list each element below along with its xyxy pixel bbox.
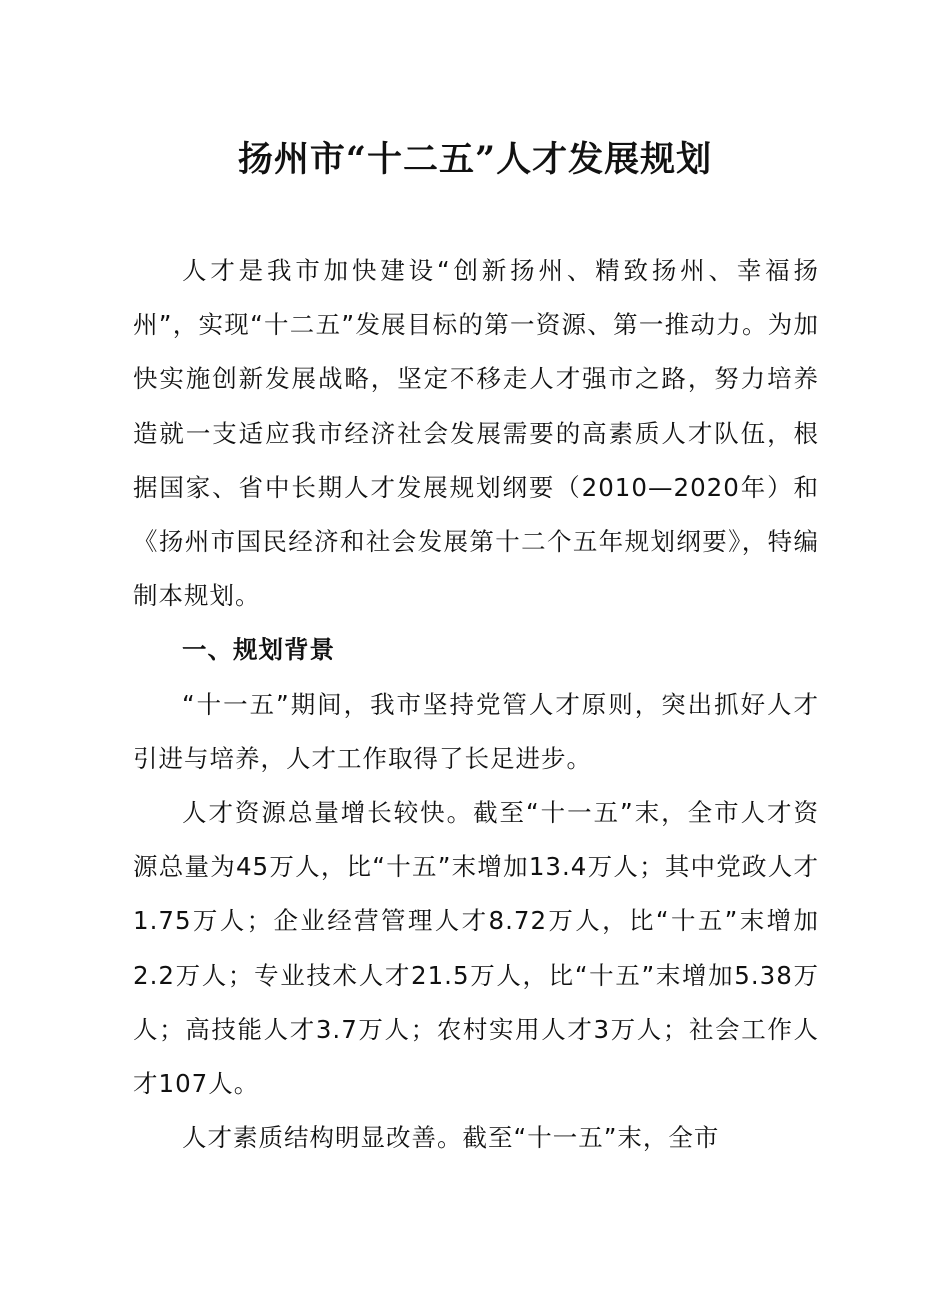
talent-quality-paragraph: 人才素质结构明显改善。截至“十一五”末，全市 — [182, 1123, 720, 1153]
document-title: 扬州市“十二五”人才发展规划 — [237, 139, 713, 180]
talent-total-paragraph: 人才资源总量增长较快。截至“十一五”末，全市人才资源总量为45万人，比“十五”末增加13.4万人；其中党政人才1.75万人；企业经营管理人才8.72万人，比“十五”末增加2.2万人；专业技术人才21.5万人，比“十五”末增加5.38万人；高技能人才3.7万人；农村实用人才3万人；社会工作人才107人。 — [133, 798, 819, 1099]
background-paragraph: “十一五”期间，我市坚持党管人才原则，突出抓好人才引进与培养，人才工作取得了长足进步。 — [133, 689, 819, 773]
document-body — [133, 244, 819, 1165]
intro-paragraph: 人才是我市加快建设“创新扬州、精致扬州、幸福扬州”，实现“十二五”发展目标的第一资源、第一推动力。为加快实施创新发展战略，坚定不移走人才强市之路，努力培养造就一支适应我市经济社会发展需要的高素质人才队伍，根据国家、省中长期人才发展规划纲要（2010—2020年）和《扬州市国民经济和社会发展第十二个五年规划纲要》，特编制本规划。 — [133, 256, 819, 611]
section-heading: 一、规划背景 — [182, 635, 335, 665]
